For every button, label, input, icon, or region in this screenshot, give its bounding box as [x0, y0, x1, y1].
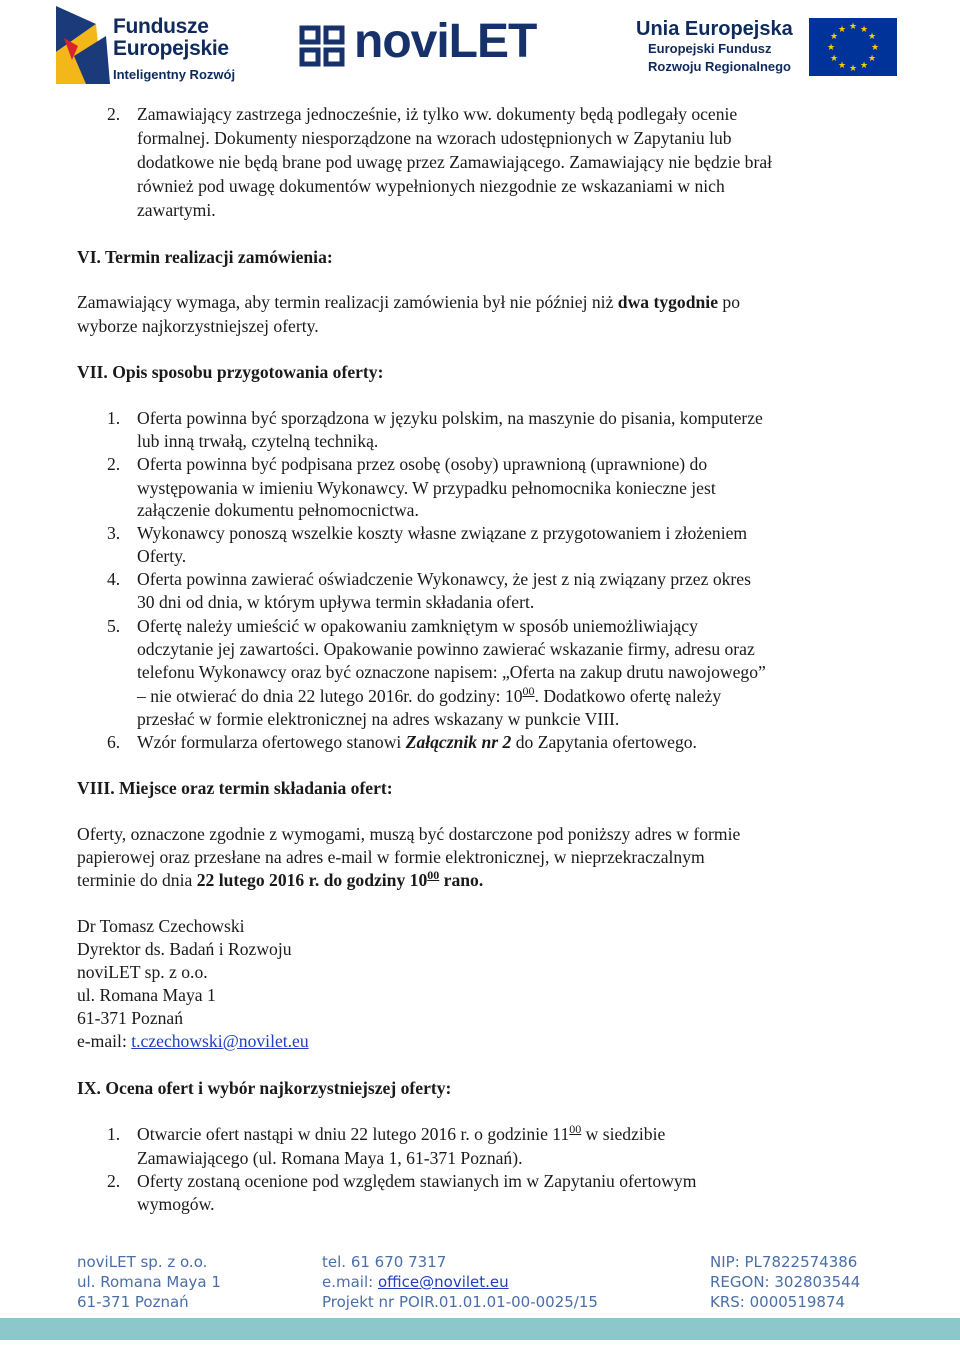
text-span: . Dodatkowo ofertę należy — [534, 686, 722, 706]
text-line: również pod uwagę dokumentów wypełnionych niezgodnie ze wskazaniami w nich — [137, 176, 725, 196]
list-number: 2. — [107, 1171, 121, 1191]
deadline-bold: 22 lutego 2016 r. do godziny 10 — [196, 870, 428, 890]
svg-text:★: ★ — [848, 22, 858, 32]
contact-street: ul. Romana Maya 1 — [77, 985, 216, 1005]
svg-text:★: ★ — [848, 64, 858, 74]
footer-line: ul. Romana Maya 1 — [77, 1273, 221, 1291]
text-line: 30 dni od dnia, w którym upływa termin składania ofert. — [137, 592, 535, 612]
text-span: terminie do dnia — [77, 870, 193, 890]
list-number: 4. — [107, 569, 121, 589]
text-span: Wzór formularza ofertowego stanowi — [137, 732, 402, 752]
text-span: – nie otwierać do dnia 22 lutego 2016r. do godziny: 10 — [137, 686, 523, 706]
text-line: papierowej oraz przesłane na adres e-mail w formie elektronicznej, w nieprzekraczalnym — [77, 847, 705, 867]
list-number: 5. — [107, 616, 121, 636]
text-line: Ofertę należy umieścić w opakowaniu zamkniętym w sposób uniemożliwiający — [137, 616, 698, 636]
text-span: po — [722, 292, 740, 312]
footer-line: REGON: 302803544 — [710, 1273, 861, 1291]
contact-city: 61-371 Poznań — [77, 1008, 184, 1028]
fe-logo-line2: Europejskie — [113, 37, 229, 60]
svg-text:★: ★ — [867, 32, 877, 42]
list-number: 2. — [107, 454, 121, 474]
contact-company: noviLET sp. z o.o. — [77, 962, 208, 982]
text-line: Zamawiający zastrzega jednocześnie, iż tylko ww. dokumenty będą podlegały ocenie — [137, 104, 738, 124]
text-line: Oferty zostaną ocenione pod względem stawianych im w Zapytaniu ofertowym — [137, 1171, 697, 1191]
svg-text:★: ★ — [859, 25, 869, 35]
fundusze-europejskie-logo — [56, 6, 246, 84]
text-line: załączenie dokumentu pełnomocnictwa. — [137, 500, 419, 520]
footer-contact — [322, 1252, 598, 1312]
list-number: 3. — [107, 523, 121, 543]
footer-color-bar — [0, 1318, 960, 1340]
section6-heading: VI. Termin realizacji zamówienia: — [77, 247, 333, 267]
text-line: Oferta powinna być sporządzona w języku polskim, na maszynie do pisania, komputerze — [137, 408, 763, 428]
contact-name: Dr Tomasz Czechowski — [77, 916, 245, 936]
attachment-reference: Załącznik nr 2 — [405, 732, 512, 752]
footer-tel: tel. 61 670 7317 — [322, 1253, 447, 1271]
text-line: Oferta powinna być podpisana przez osobę (osoby) uprawnioną (uprawnione) do — [137, 454, 708, 474]
text-line: zawartymi. — [137, 200, 216, 220]
hour-superscript: 00 — [522, 684, 535, 699]
novilet-wordmark: noviLET — [354, 15, 537, 68]
page-header — [0, 0, 960, 92]
eu-flag-icon — [809, 18, 897, 76]
contact-email-link[interactable]: t.czechowski@novilet.eu — [131, 1031, 309, 1051]
footer-line: 61-371 Poznań — [77, 1293, 189, 1311]
svg-text:★: ★ — [837, 61, 847, 71]
text-line: wyborze najkorzystniejszej oferty. — [77, 316, 319, 336]
footer-email-label: e.mail: — [322, 1273, 374, 1291]
text-line: przesłać w formie elektronicznej na adres wskazany w punkcie VIII. — [137, 709, 620, 729]
footer-line: NIP: PL7822574386 — [710, 1253, 858, 1271]
text-line: lub inną trwałą, czytelną techniką. — [137, 431, 379, 451]
list-number: 6. — [107, 732, 121, 752]
contact-role: Dyrektor ds. Badań i Rozwoju — [77, 939, 292, 959]
ue-logo-line1: Unia Europejska — [636, 18, 793, 40]
fe-logo-line1: Fundusze — [113, 15, 209, 38]
text-span: Zamawiający wymaga, aby termin realizacji zamówienia był nie później niż — [77, 292, 614, 312]
text-line: Zamawiającego (ul. Romana Maya 1, 61-371 Poznań). — [137, 1148, 523, 1168]
deadline-bold: dwa tygodnie — [617, 292, 718, 312]
text-span: do Zapytania ofertowego. — [515, 732, 697, 752]
section8-heading: VIII. Miejsce oraz termin składania ofert: — [77, 778, 393, 798]
footer-project: Projekt nr POIR.01.01.01-00-0025/15 — [322, 1293, 598, 1311]
text-line: Oferty. — [137, 546, 187, 566]
fe-emblem-icon — [56, 6, 110, 84]
page-footer — [0, 1252, 960, 1346]
footer-line: KRS: 0000519874 — [710, 1293, 846, 1311]
list-number: 2. — [107, 104, 121, 124]
footer-email-link[interactable]: office@novilet.eu — [377, 1273, 509, 1291]
list-number: 1. — [107, 408, 121, 428]
novilet-mark-icon — [298, 24, 348, 68]
footer-registration — [710, 1252, 860, 1312]
text-span: rano. — [443, 870, 484, 890]
text-span: w siedzibie — [585, 1124, 666, 1144]
footer-company — [77, 1252, 221, 1312]
fe-logo-line3: Inteligentny Rozwój — [113, 67, 236, 82]
text-line: wymogów. — [137, 1194, 215, 1214]
ue-logo-line3: Rozwoju Regionalnego — [648, 59, 791, 74]
hour-superscript: 00 — [427, 868, 440, 883]
text-line: odczytanie jej zawartości. Opakowanie powinno zawierać wskazanie firmy, adresu oraz — [137, 639, 755, 659]
list-number: 1. — [107, 1124, 121, 1144]
svg-text:★: ★ — [826, 43, 836, 53]
unia-europejska-logo — [636, 18, 898, 78]
hour-superscript: 00 — [569, 1122, 582, 1137]
svg-text:★: ★ — [829, 54, 839, 64]
section7-heading: VII. Opis sposobu przygotowania oferty: — [77, 362, 384, 382]
text-line: Wykonawcy ponoszą wszelkie koszty własne związane z przygotowaniem i złożeniem — [137, 523, 748, 543]
text-line: dodatkowe nie będą brane pod uwagę przez Zamawiającego. Zamawiający nie będzie brał — [137, 152, 773, 172]
svg-text:★: ★ — [859, 61, 869, 71]
svg-text:★: ★ — [867, 54, 877, 64]
text-line: występowania w imieniu Wykonawcy. W przypadku pełnomocnika konieczne jest — [137, 478, 716, 498]
svg-text:★: ★ — [870, 43, 880, 53]
ue-logo-line2: Europejski Fundusz — [648, 41, 772, 56]
section9-heading: IX. Ocena ofert i wybór najkorzystniejszej oferty: — [77, 1078, 452, 1098]
text-line: Oferty, oznaczone zgodnie z wymogami, muszą być dostarczone pod poniższy adres w formie — [77, 824, 741, 844]
email-label: e-mail: — [77, 1031, 127, 1051]
footer-line: noviLET sp. z o.o. — [77, 1253, 208, 1271]
text-line: telefonu Wykonawcy oraz być oznaczone napisem: „Oferta na zakup drutu nawojowego” — [137, 662, 766, 682]
text-span: Otwarcie ofert nastąpi w dniu 22 lutego 2016 r. o godzinie 11 — [137, 1124, 570, 1144]
svg-text:★: ★ — [829, 32, 839, 42]
text-line: Oferta powinna zawierać oświadczenie Wykonawcy, że jest z nią związany przez okres — [137, 569, 751, 589]
text-line: formalnej. Dokumenty niesporządzone na wzorach udostępnionych w Zapytaniu lub — [137, 128, 732, 148]
svg-text:★: ★ — [837, 25, 847, 35]
